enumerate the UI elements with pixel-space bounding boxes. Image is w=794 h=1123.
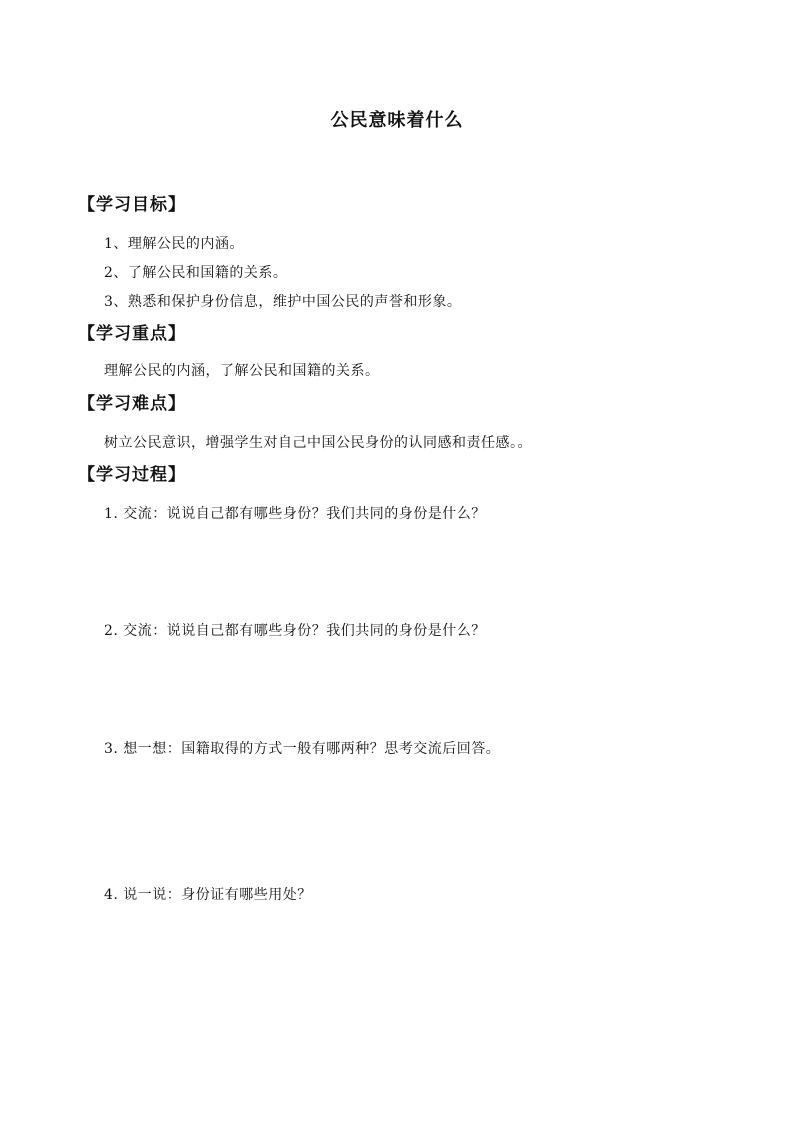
objective-item: 1、理解公民的内涵。 <box>104 236 244 252</box>
process-item: 1. 交流：说说自己都有哪些身份？我们共同的身份是什么？ <box>104 506 486 522</box>
process-heading: 【学习过程】 <box>78 465 186 485</box>
difficulties-text: 树立公民意识，增强学生对自己中国公民身份的认同感和责任感。。 <box>104 435 532 451</box>
difficulties-heading: 【学习难点】 <box>78 394 186 414</box>
process-item: 2. 交流：说说自己都有哪些身份？我们共同的身份是什么？ <box>104 623 486 639</box>
process-item: 3. 想一想：国籍取得的方式一般有哪两种？思考交流后回答。 <box>104 741 501 757</box>
key-points-heading: 【学习重点】 <box>78 324 186 344</box>
page-title: 公民意味着什么 <box>330 110 464 131</box>
objective-item: 3、熟悉和保护身份信息，维护中国公民的声誉和形象。 <box>104 294 462 310</box>
objective-item: 2、了解公民和国籍的关系。 <box>104 265 288 281</box>
objectives-heading: 【学习目标】 <box>78 195 186 215</box>
process-item: 4. 说一说：身份证有哪些用处？ <box>104 887 312 903</box>
key-points-text: 理解公民的内涵，了解公民和国籍的关系。 <box>104 363 380 379</box>
